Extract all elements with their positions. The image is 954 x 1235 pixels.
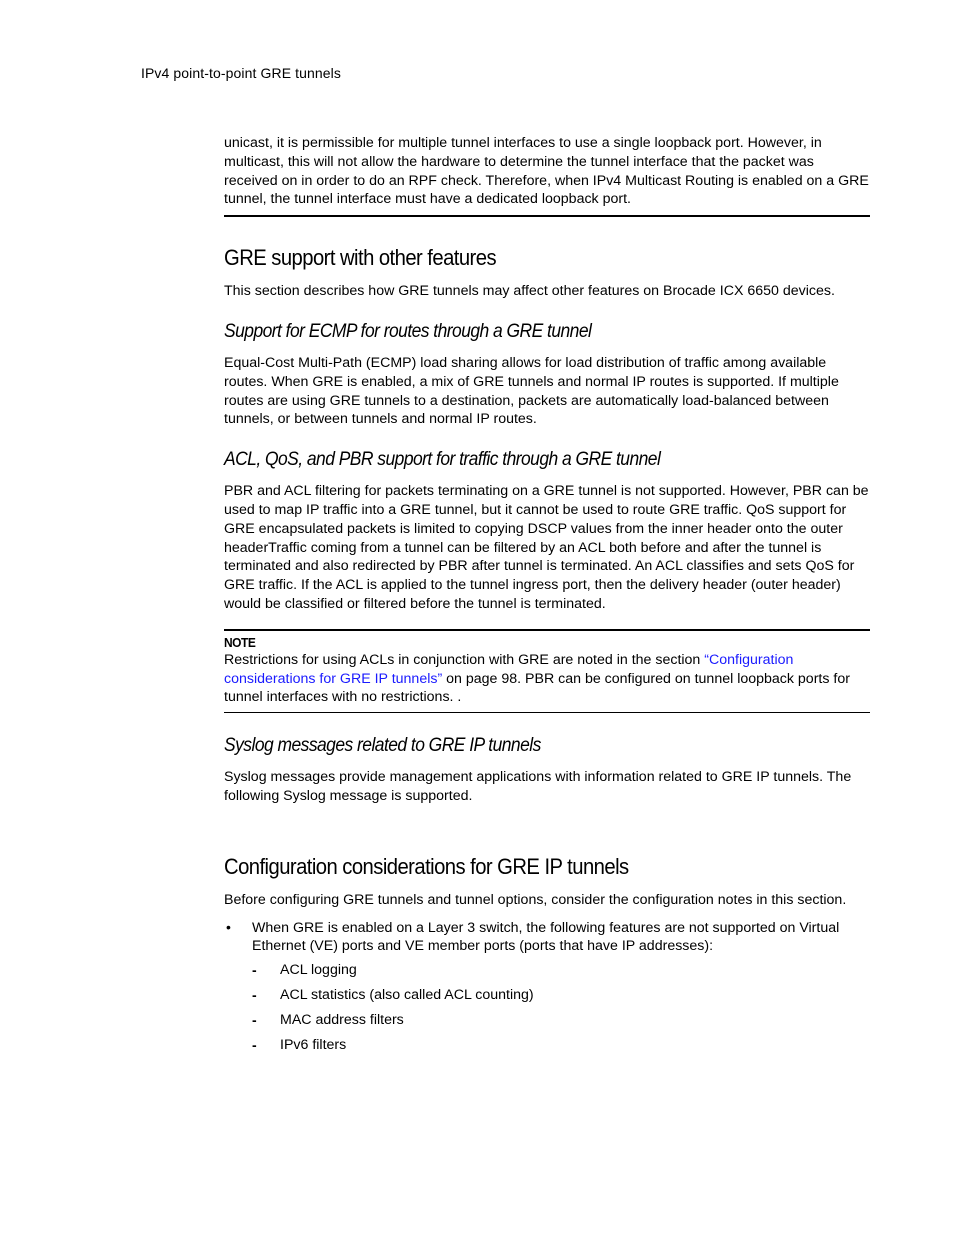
acl-paragraph: PBR and ACL filtering for packets terminating on a GRE tunnel is not supported. However, PBR can be used to map IP traffic into a GRE tunnel, but it cannot be used to route GRE traffic. QoS support for GRE encapsulated packets is limited to copying DSCP values from the inner header onto the outer headerTraffic coming from a tunnel can be filtered by an ACL both before and after the tunnel is terminated and also redirected by PBR after tunnel is terminated. An ACL classifies and sets QoS for GRE traffic. If the ACL is applied to the tunnel ingress port, then the delivery header (outer header) would be classified or filtered before the tunnel is terminated.: [224, 483, 869, 612]
note-text-before: Restrictions for using ACLs in conjunction with GRE are noted in the section: [224, 651, 705, 668]
list-item: [252, 1036, 870, 1061]
subsection-title-acl: ACL, QoS, and PBR support for traffic through a GRE tunnel: [224, 449, 661, 471]
gre-support-paragraph: This section describes how GRE tunnels may affect other features on Brocade ICX 6650 devices.: [224, 283, 835, 300]
ecmp-paragraph: Equal-Cost Multi-Path (ECMP) load sharing allows for load distribution of traffic among available routes. When GRE is enabled, a mix of GRE tunnels and normal IP routes is supported. If multiple routes are using GRE tunnels to a destination, packets are automatically load-balanced between tunnels, or between tunnels and normal IP routes.: [224, 354, 839, 428]
note-text-after: on page 98. PBR can be configured on tunnel loopback ports for tunnel interfaces with no restrictions. .: [224, 670, 850, 706]
dash-icon: -: [252, 1012, 257, 1029]
list-item: [252, 1011, 870, 1036]
config-considerations-link[interactable]: “Configuration considerations for GRE IP tunnels”: [224, 651, 794, 687]
dash-icon: -: [252, 1037, 257, 1054]
list-item: [252, 986, 870, 1011]
list-item: [252, 961, 870, 986]
config-paragraph: Before configuring GRE tunnels and tunnel options, consider the configuration notes in this section.: [224, 891, 847, 908]
sub-item-text: IPv6 filters: [280, 1037, 347, 1054]
section-title-config: Configuration considerations for GRE IP tunnels: [224, 853, 629, 879]
subsection-title-ecmp: Support for ECMP for routes through a GRE tunnel: [224, 320, 592, 342]
sub-item-text: MAC address filters: [280, 1012, 404, 1029]
bullet-text: When GRE is enabled on a Layer 3 switch, the following features are not supported on Virtual Ethernet (VE) ports and VE member ports (ports that have IP addresses):: [252, 919, 840, 955]
dash-icon: -: [252, 962, 257, 979]
running-header: IPv4 point-to-point GRE tunnels: [141, 65, 341, 81]
subsection-title-syslog: Syslog messages related to GRE IP tunnels: [224, 735, 541, 757]
syslog-paragraph: Syslog messages provide management applications with information related to GRE IP tunnels. The following Syslog message is supported.: [224, 769, 852, 804]
bullet-icon: •: [226, 918, 231, 935]
page-content: [224, 134, 870, 1061]
section-title-gre-support: GRE support with other features: [224, 245, 497, 271]
sub-item-text: ACL statistics (also called ACL counting): [280, 987, 534, 1004]
intro-block: [224, 134, 870, 217]
intro-paragraph: unicast, it is permissible for multiple tunnel interfaces to use a single loopback port. However, in multicast, this will not allow the hardware to determine the tunnel interface that the packet was received on in order to do an RPF check. Therefore, when IPv4 Multicast Routing is enabled on a GRE tunnel, the tunnel interface must have a dedicated loopback port.: [224, 135, 869, 208]
note-text: [224, 651, 870, 707]
note-label: NOTE: [224, 634, 256, 650]
sub-list: [252, 961, 870, 1061]
note-box: [224, 629, 870, 713]
sub-item-text: ACL logging: [280, 962, 357, 979]
dash-icon: -: [252, 987, 257, 1004]
list-item: [224, 919, 870, 957]
